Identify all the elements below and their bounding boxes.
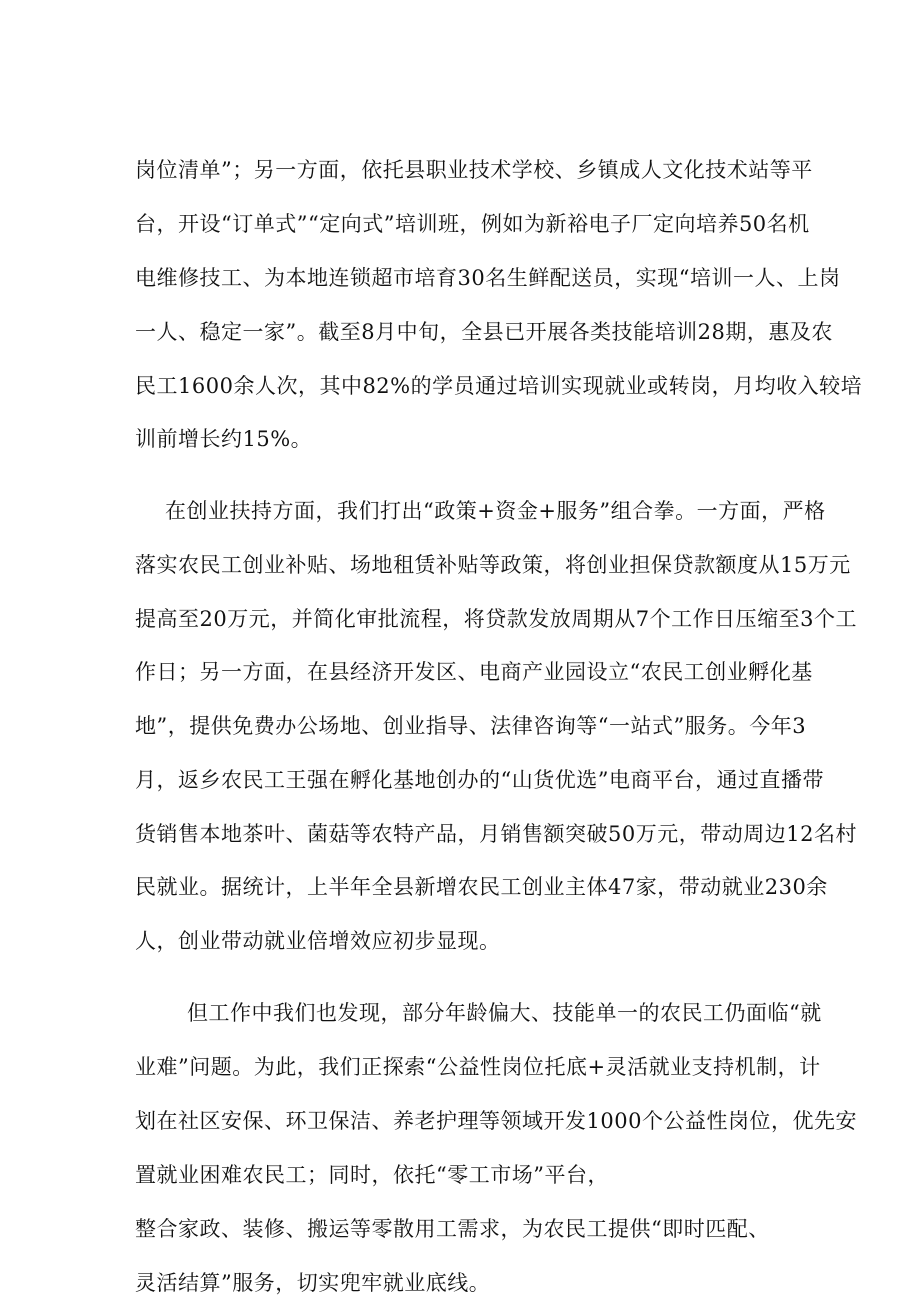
text-line: 民工1600余人次，其中82%的学员通过培训实现就业或转岗，月均收入较培 bbox=[135, 374, 863, 398]
text-line: 训前增长约15%。 bbox=[135, 427, 313, 451]
text-line: 划在社区安保、环卫保洁、养老护理等领域开发1000个公益性岗位，优先安 bbox=[135, 1109, 857, 1133]
text-line: 月，返乡农民工王强在孵化基地创办的“山货优选”电商平台，通过直播带 bbox=[135, 768, 824, 792]
text-line: 作日；另一方面，在县经济开发区、电商产业园设立“农民工创业孵化基 bbox=[135, 660, 813, 684]
text-line: 整合家政、装修、搬运等零散用工需求，为农民工提供“即时匹配、 bbox=[135, 1217, 770, 1241]
text-line: 民就业。据统计，上半年全县新增农民工创业主体47家，带动就业230余 bbox=[135, 875, 828, 899]
text-line: 电维修技工、为本地连锁超市培育30名生鲜配送员，实现“培训一人、上岗 bbox=[135, 266, 841, 290]
text-line: 货销售本地茶叶、菌菇等农特产品，月销售额突破50万元，带动周边12名村 bbox=[135, 822, 857, 846]
text-line: 业难”问题。为此，我们正探索“公益性岗位托底+灵活就业支持机制，计 bbox=[135, 1055, 821, 1079]
text-line: 置就业困难农民工；同时，依托“零工市场”平台， bbox=[135, 1163, 609, 1187]
text-line: 台，开设“订单式”“定向式”培训班，例如为新裕电子厂定向培养50名机 bbox=[135, 212, 810, 236]
text-line: 在创业扶持方面，我们打出“政策+资金+服务”组合拳。一方面，严格 bbox=[165, 499, 826, 523]
text-line: 但工作中我们也发现，部分年龄偏大、技能单一的农民工仍面临“就 bbox=[187, 1001, 822, 1025]
text-line: 落实农民工创业补贴、场地租赁补贴等政策，将创业担保贷款额度从15万元 bbox=[135, 553, 851, 577]
text-line: 人，创业带动就业倍增效应初步显现。 bbox=[135, 929, 501, 953]
text-line: 岗位清单”；另一方面，依托县职业技术学校、乡镇成人文化技术站等平 bbox=[135, 158, 813, 182]
text-line: 灵活结算”服务，切实兜牢就业底线。 bbox=[135, 1271, 491, 1295]
text-line: 提高至20万元，并简化审批流程，将贷款发放周期从7个工作日压缩至3个工 bbox=[135, 607, 857, 631]
text-line: 地”，提供免费办公场地、创业指导、法律咨询等“一站式”服务。今年3 bbox=[135, 714, 807, 738]
text-line: 一人、稳定一家”。截至8月中旬，全县已开展各类技能培训28期，惠及农 bbox=[135, 320, 833, 344]
